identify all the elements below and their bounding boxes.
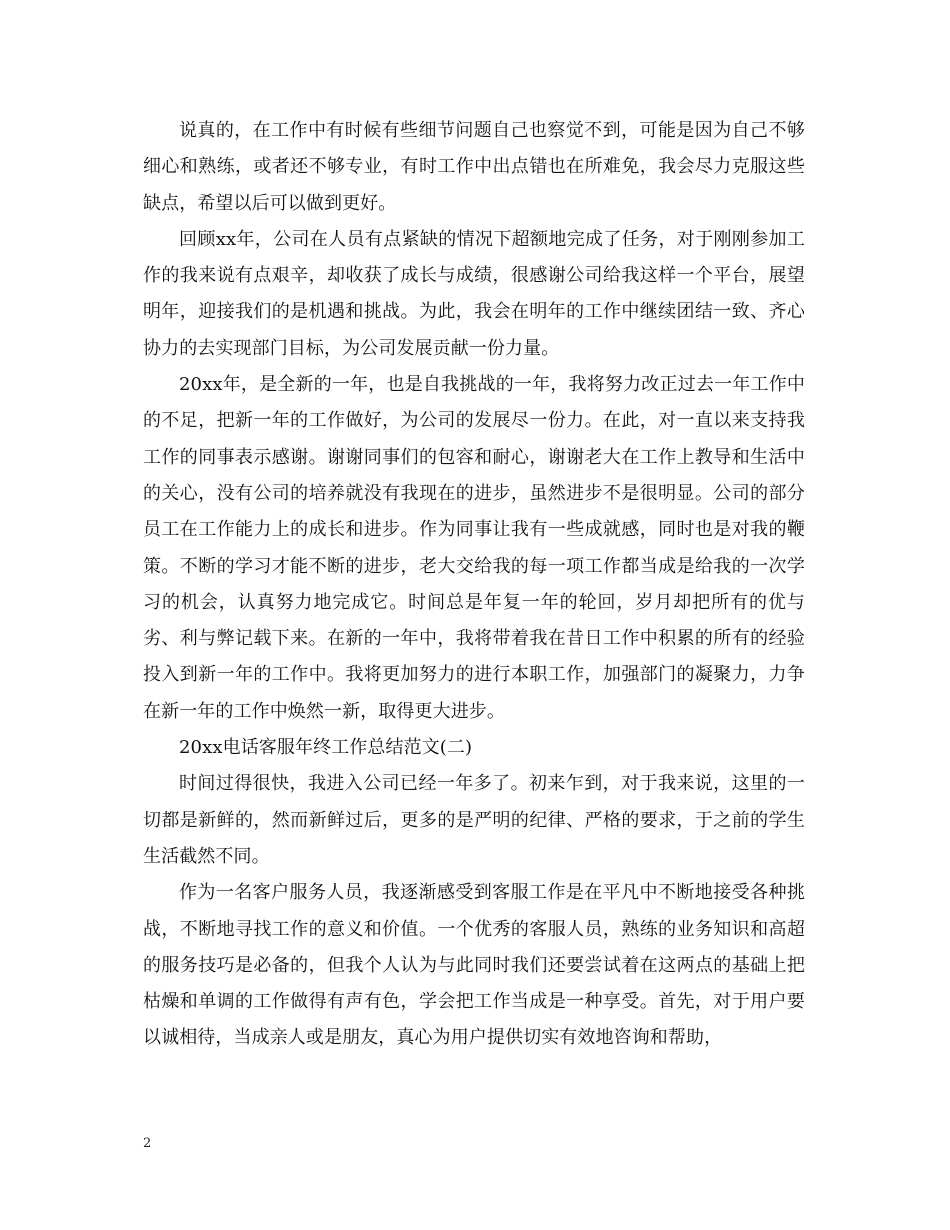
section-heading: 20xx电话客服年终工作总结范文(二) (179, 737, 473, 759)
page-body (143, 113, 805, 1057)
paragraph-year-review: 回顾xx年，公司在人员有点紧缺的情况下超额地完成了任务，对于刚刚参加工作的我来说有点艰辛，却收获了成长与成绩，很感谢公司给我这样一个平台，展望明年，迎接我们的是机遇和挑战。为此，我会在明年的工作中继续团结一致、齐心协力的去实现部门目标，为公司发展贡献一份力量。 (143, 228, 805, 359)
paragraph-new-year: 20xx年，是全新的一年，也是自我挑战的一年，我将努力改正过去一年工作中的不足，把新一年的工作做好，为公司的发展尽一份力。在此，对一直以来支持我工作的同事表示感谢。谢谢同事们的包容和耐心，谢谢老大在工作上教导和生活中的关心，没有公司的培养就没有我现在的进步，虽然进步不是很明显。公司的部分员工在工作能力上的成长和进步。作为同事让我有一些成就感，同时也是对我的鞭策。不断的学习才能不断的进步，老大交给我的每一项工作都当成是给我的一次学习的机会，认真努力地完成它。时间总是年复一年的轮回，岁月却把所有的优与劣、利与弊记载下来。在新的一年中，我将带着我在昔日工作中积累的所有的经验投入到新一年的工作中。我将更加努力的进行本职工作，加强部门的凝聚力，力争在新一年的工作中焕然一新，取得更大进步。 (143, 374, 805, 722)
paragraph-customer-service: 作为一名客户服务人员，我逐渐感受到客服工作是在平凡中不断地接受各种挑战，不断地寻找工作的意义和价值。一个优秀的客服人员，熟练的业务知识和高超的服务技巧是必备的，但我个人认为与此同时我们还要尝试着在这两点的基础上把枯燥和单调的工作做得有声有色，学会把工作当成是一种享受。首先，对于用户要以诚相待，当成亲人或是朋友，真心为用户提供切实有效地咨询和帮助， (143, 882, 805, 1049)
paragraph-time-flies: 时间过得很快，我进入公司已经一年多了。初来乍到，对于我来说，这里的一切都是新鲜的，然而新鲜过后，更多的是严明的纪律、严格的要求，于之前的学生生活截然不同。 (143, 773, 805, 867)
paragraph-reflection: 说真的，在工作中有时候有些细节问题自己也察觉不到，可能是因为自己不够细心和熟练，或者还不够专业，有时工作中出点错也在所难免，我会尽力克服这些缺点，希望以后可以做到更好。 (143, 120, 805, 214)
page-number: 2 (143, 1136, 152, 1151)
